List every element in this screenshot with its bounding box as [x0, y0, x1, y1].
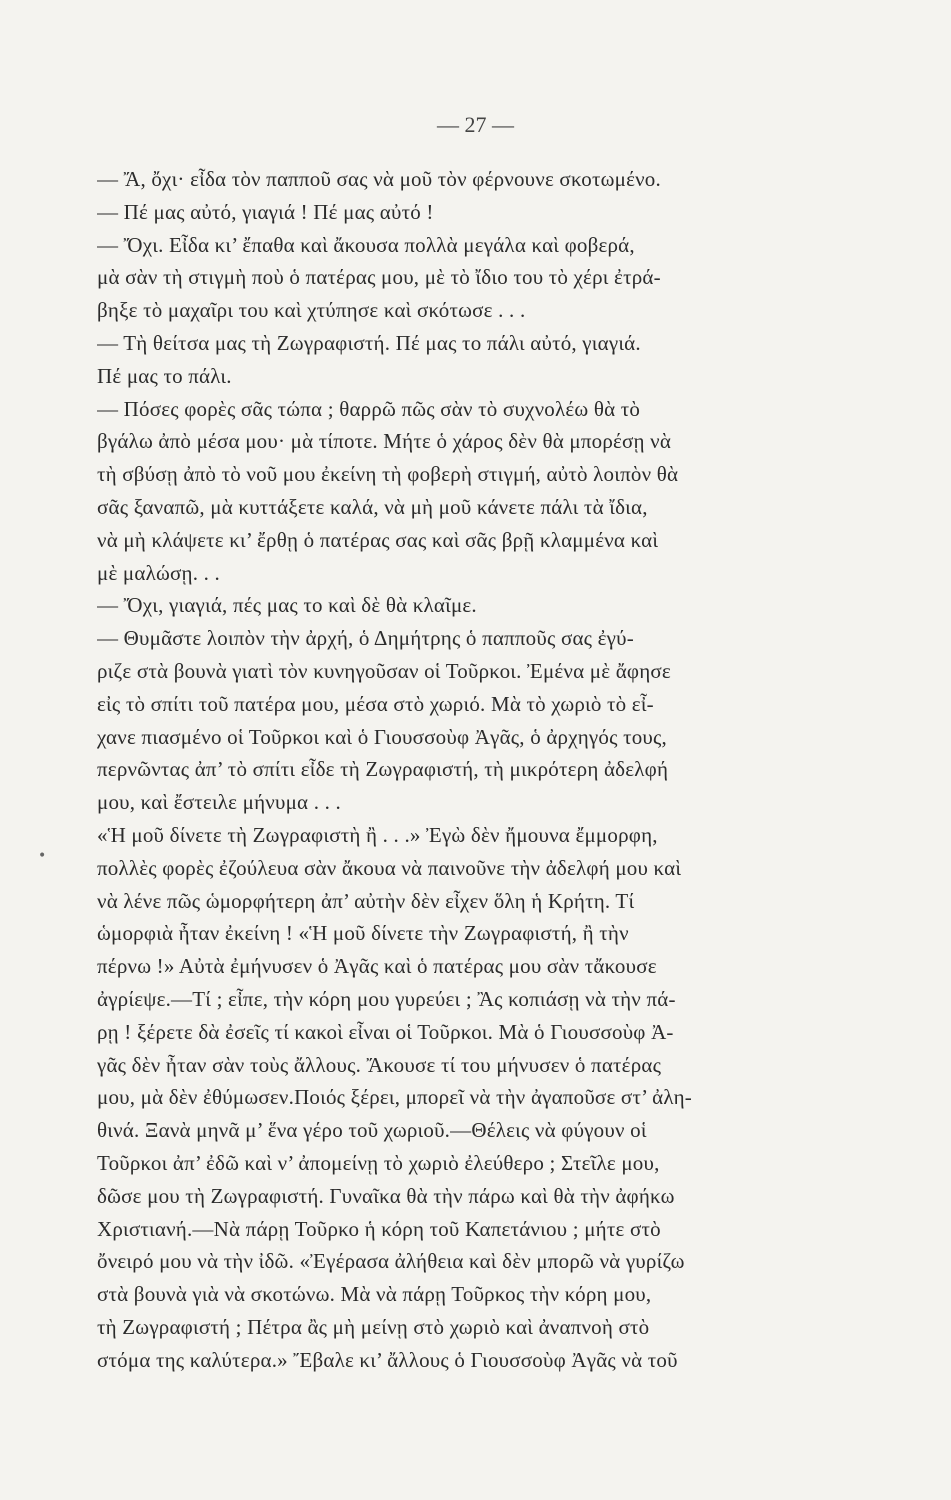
text-line: πολλὲς φορὲς ἐζούλευα σὰν ἄκουα νὰ παινοῦνε τὴν ἀδελφή μου καὶ — [97, 855, 682, 880]
text-line: — Πέ μας αὐτό, γιαγιά ! Πέ μας αὐτό ! — [97, 199, 434, 224]
text-line: — Πόσες φορὲς σᾶς τώπα ; θαρρῶ πῶς σὰν τὸ συχνολέω θὰ τὸ — [97, 396, 641, 421]
text-line: στόμα της καλύτερα.» Ἔβαλε κι’ ἄλλους ὁ Γιουσσοὺφ Ἀγᾶς νὰ τοῦ — [97, 1347, 678, 1372]
text-line: τὴ Ζωγραφιστή ; Πέτρα ἂς μὴ μείνῃ στὸ χωριὸ καὶ ἀναπνοὴ στὸ — [97, 1314, 650, 1339]
text-line: ρῃ ! ξέρετε δὰ ἐσεῖς τί κακοὶ εἶναι οἱ Τοῦρκοι. Μὰ ὁ Γιουσσοὺφ Ἀ- — [97, 1019, 674, 1044]
text-line: Πέ μας το πάλι. — [97, 363, 232, 388]
text-line: σᾶς ξαναπῶ, μὰ κυττάξετε καλά, νὰ μὴ μοῦ κάνετε πάλι τὰ ἴδια, — [97, 494, 648, 519]
text-line: μου, καὶ ἔστειλε μήνυμα . . . — [97, 790, 341, 815]
text-line: — Ὄχι. Εἶδα κι’ ἔπαθα καὶ ἄκουσα πολλὰ μεγάλα καὶ φοβερά, — [97, 232, 635, 257]
text-line: Τοῦρκοι ἀπ’ ἐδῶ καὶ ν’ ἀπομείνῃ τὸ χωριὸ ἐλεύθερο ; Στεῖλε μου, — [97, 1150, 660, 1175]
text-line: μὰ σὰν τὴ στιγμὴ ποὺ ὁ πατέρας μου, μὲ τὸ ἴδιο του τὸ χέρι ἐτρά- — [97, 265, 661, 290]
text-line: τὴ σβύσῃ ἀπὸ τὸ νοῦ μου ἐκείνη τὴ φοβερὴ στιγμή, αὐτὸ λοιπὸν θὰ — [97, 462, 679, 487]
text-line: — Τὴ θείτσα μας τὴ Ζωγραφιστή. Πέ μας το πάλι αὐτό, γιαγιά. — [97, 330, 641, 355]
text-line: — Ἄ, ὄχι· εἶδα τὸν παπποῦ σας νὰ μοῦ τὸν φέρνουνε σκοτωμένο. — [97, 167, 661, 191]
text-line: — Ὄχι, γιαγιά, πές μας το καὶ δὲ θὰ κλαῖμε. — [97, 593, 477, 618]
text-line: βηξε τὸ μαχαῖρι του καὶ χτύπησε καὶ σκότωσε . . . — [97, 298, 526, 323]
text-line: γᾶς δὲν ἦταν σὰν τοὺς ἄλλους. Ἄκουσε τί του μήνυσεν ὁ πατέρας — [97, 1052, 662, 1077]
text-line: νὰ λένε πῶς ὡμορφήτερη ἀπ’ αὐτὴν δὲν εἶχεν ὅλη ἡ Κρήτη. Τί — [97, 888, 635, 913]
text-line: — Θυμᾶστε λοιπὸν τὴν ἀρχή, ὁ Δημήτρης ὁ παπποῦς σας ἐγύ- — [97, 626, 634, 651]
text-line: εἰς τὸ σπίτι τοῦ πατέρα μου, μέσα στὸ χωριό. Μὰ τὸ χωριὸ τὸ εἶ- — [97, 691, 654, 716]
text-line: πέρνω !» Αὐτὰ ἐμήνυσεν ὁ Ἀγᾶς καὶ ὁ πατέρας μου σὰν τἄκουσε — [97, 954, 657, 979]
text-line: ριζε στὰ βουνὰ γιατὶ τὸν κυνηγοῦσαν οἱ Τοῦρκοι. Ἐμένα μὲ ἄφησε — [97, 658, 671, 683]
text-line: στὰ βουνὰ γιὰ νὰ σκοτώνω. Μὰ νὰ πάρῃ Τοῦρκος τὴν κόρη μου, — [97, 1282, 652, 1307]
text-line: «Ἡ μοῦ δίνετε τὴ Ζωγραφιστὴ ἢ . . .» Ἐγὼ δὲν ἤμουνα ἔμμορφη, — [97, 822, 658, 847]
margin-mark: • — [38, 848, 47, 864]
page-number: — 27 — — [437, 112, 514, 137]
body-text — [97, 163, 825, 1376]
text-line: ἀγρίεψε.—Τί ; εἶπε, τὴν κόρη μου γυρεύει ; Ἂς κοπιάσῃ νὰ τὴν πά- — [97, 986, 676, 1011]
text-line: θινά. Ξανὰ μηνᾶ μ’ ἕνα γέρο τοῦ χωριοῦ.—Θέλεις νὰ φύγουν οἱ — [97, 1118, 647, 1143]
text-line: Χριστιανή.—Νὰ πάρῃ Τοῦρκο ἡ κόρη τοῦ Καπετάνιου ; μήτε στὸ — [97, 1216, 661, 1241]
text-line: ὡμορφιὰ ἦταν ἐκείνη ! «Ἡ μοῦ δίνετε τὴν Ζωγραφιστή, ἢ τὴν — [97, 921, 629, 946]
text-line: μὲ μαλώσῃ. . . — [97, 560, 220, 585]
text-line: δῶσε μου τὴ Ζωγραφιστή. Γυναῖκα θὰ τὴν πάρω καὶ θὰ τὴν ἀφήκω — [97, 1183, 675, 1208]
text-line: νὰ μὴ κλάψετε κι’ ἔρθῃ ὁ πατέρας σας καὶ σᾶς βρῇ κλαμμένα καὶ — [97, 527, 659, 552]
text-line: ὄνειρό μου νὰ τὴν ἰδῶ. «Ἐγέρασα ἀλήθεια καὶ δὲν μπορῶ νὰ γυρίζω — [97, 1249, 685, 1274]
text-line: περνῶντας ἀπ’ τὸ σπίτι εἶδε τὴ Ζωγραφιστή, τὴ μικρότερη ἀδελφή — [97, 757, 669, 782]
text-line: μου, μὰ δὲν ἐθύμωσεν.Ποιός ξέρει, μπορεῖ νὰ τὴν ἀγαποῦσε στ’ ἀλη- — [97, 1085, 692, 1110]
text-line: βγάλω ἀπὸ μέσα μου· μὰ τίποτε. Μήτε ὁ χάρος δὲν θὰ μπορέσῃ νὰ — [97, 429, 672, 454]
text-line: χανε πιασμένο οἱ Τοῦρκοι καὶ ὁ Γιουσσοὺφ Ἀγᾶς, ὁ ἀρχηγός τους, — [97, 724, 667, 749]
